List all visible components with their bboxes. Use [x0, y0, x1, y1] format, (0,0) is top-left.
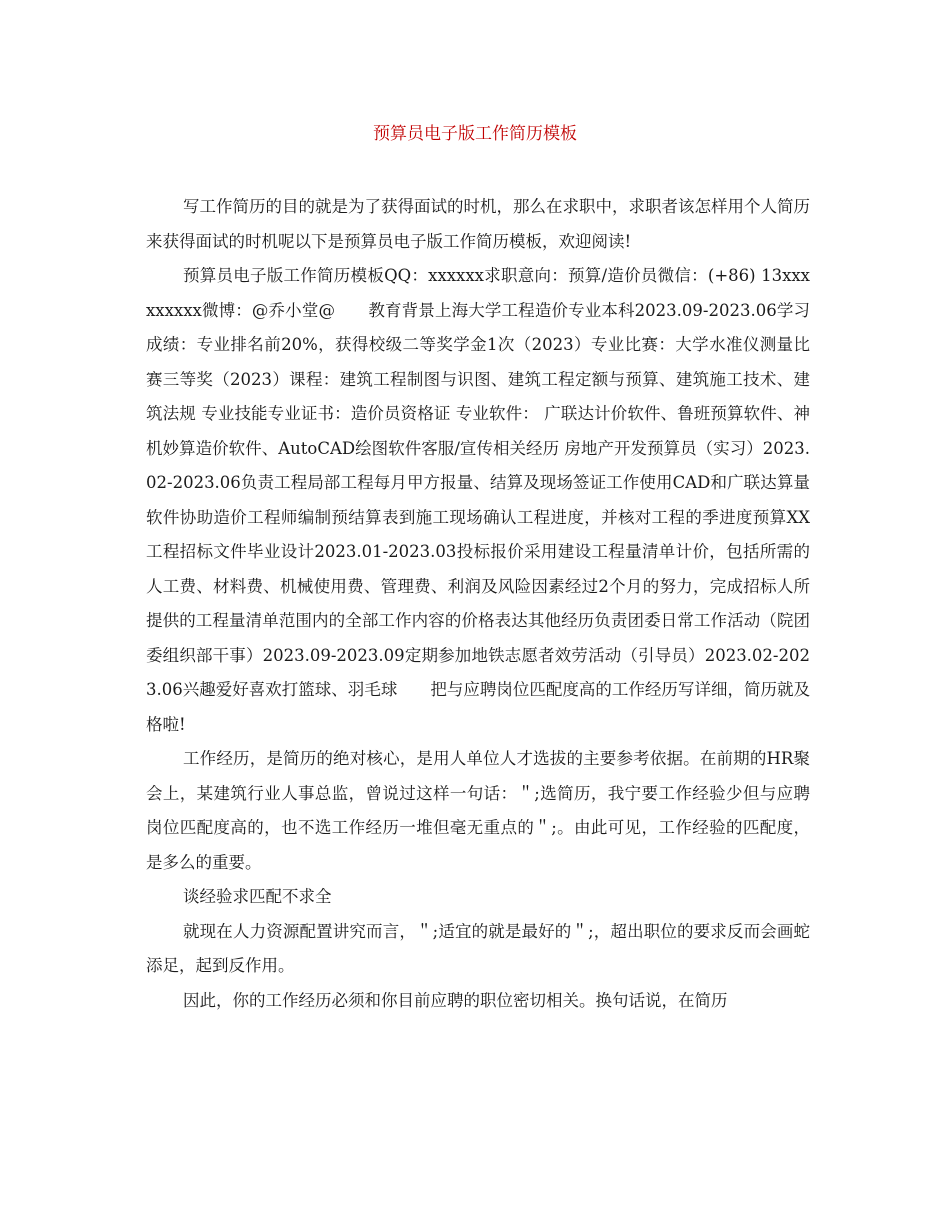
document-body [146, 190, 810, 1018]
paragraph-work-experience: 工作经历，是简历的绝对核心，是用人单位人才选拔的主要参考依据。在前期的HR聚会上，某建筑行业人事总监，曾说过这样一句话：＂;选简历，我宁要工作经验少但与应聘岗位匹配度高的，也不选工作经历一堆但毫无重点的＂;。由此可见，工作经验的匹配度，是多么的重要。 [146, 749, 810, 872]
paragraph-subheading: 谈经验求匹配不求全 [183, 887, 332, 906]
paragraph-therefore: 因此，你的工作经历必须和你目前应聘的职位密切相关。换句话说，在简历 [183, 990, 728, 1010]
document-title: 预算员电子版工作简历模板 [373, 124, 577, 144]
paragraph-resume-template: 预算员电子版工作简历模板QQ：xxxxxx求职意向：预算/造价员微信：(+86) 13xxxxxxxxx微博：@乔小堂@ 教育背景上海大学工程造价专业本科2023.09-2023.06学习成绩：专业排名前20%，获得校级二等奖学金1次（2023）专业比赛：大学水准仪测量比赛三等奖（2023）课程：建筑工程制图与识图、建筑工程定额与预算、建筑施工技术、建筑法规 专业技能专业证书：造价员资格证 专业软件： 广联达计价软件、鲁班预算软件、神机妙算造价软件、AutoCAD绘图软件客服/宣传相关经历 房地产开发预算员（实习）2023.02-2023.06负责工程局部工程每月甲方报量、结算及现场签证工作使用CAD和广联达算量软件协助造价工程师编制预结算表到施工现场确认工程进度，并核对工程的季进度预算XX工程招标文件毕业设计2023.01-2023.03投标报价采用建设工程量清单计价，包括所需的人工费、材料费、机械使用费、管理费、利润及风险因素经过2个月的努力，完成招标人所提供的工程量清单范围内的全部工作内容的价格表达其他经历负责团委日常工作活动（院团委组织部干事）2023.09-2023.09定期参加地铁志愿者效劳活动（引导员）2023.02-2023.06兴趣爱好喜欢打篮球、羽毛球 把与应聘岗位匹配度高的工作经历写详细，简历就及格啦! [146, 266, 810, 734]
paragraph-intro: 写工作简历的目的就是为了获得面试的时机，那么在求职中，求职者该怎样用个人简历来获得面试的时机呢以下是预算员电子版工作简历模板，欢迎阅读! [146, 197, 810, 251]
paragraph-hr-config: 就现在人力资源配置讲究而言，＂;适宜的就是最好的＂;，超出职位的要求反而会画蛇添足，起到反作用。 [146, 921, 810, 975]
